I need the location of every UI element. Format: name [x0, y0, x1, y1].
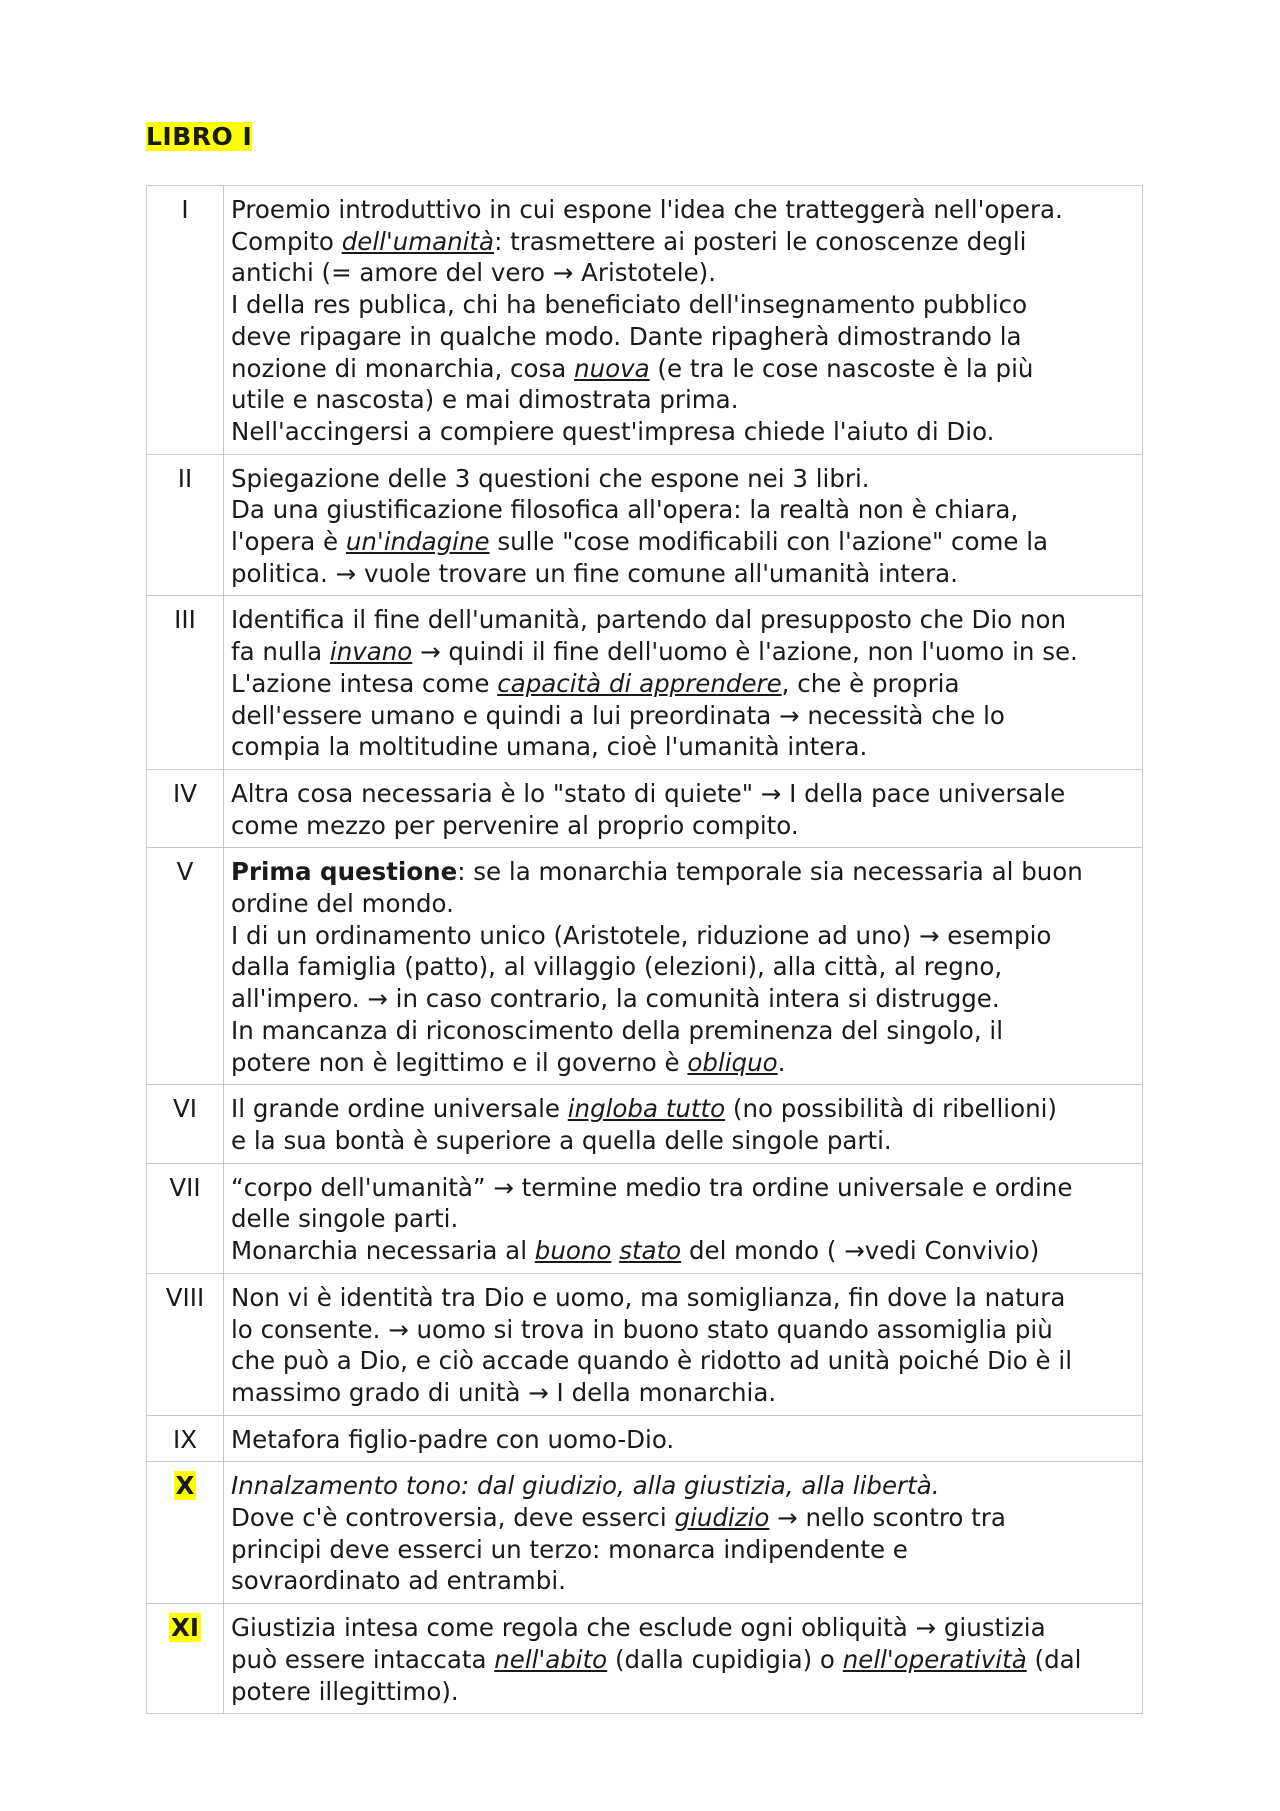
- summary-text: potere illegittimo).: [231, 1676, 459, 1706]
- summary-text: (no possibilità di ribellioni): [725, 1094, 1057, 1124]
- table-body: [147, 186, 1143, 1714]
- chapter-number-cell: [147, 1462, 224, 1604]
- summary-text: Nell'accingersi a compiere quest'impresa chiede l'aiuto di Dio.: [231, 416, 995, 446]
- summary-text: Proemio introduttivo in cui espone l'idea che tratteggerà nell'opera.: [231, 195, 1063, 224]
- chapter-summary-cell: [224, 454, 1143, 596]
- summary-line: [231, 951, 1138, 983]
- summary-line: [231, 700, 1138, 732]
- table-row: [147, 1273, 1143, 1415]
- summary-text: I della res publica, chi ha beneficiato dell'insegnamento pubblico: [231, 290, 1028, 320]
- summary-line: [231, 289, 1138, 321]
- table-row: [147, 769, 1143, 847]
- summary-text: e la sua bontà è superiore a quella delle singole parti.: [231, 1125, 892, 1155]
- summary-text: ordine del mondo.: [231, 889, 454, 919]
- summary-text: dalla famiglia (patto), al villaggio (elezioni), alla città, al regno,: [231, 952, 1003, 982]
- summary-text: fa nulla: [231, 637, 330, 667]
- chapter-number: III: [174, 605, 196, 635]
- summary-text: Altra cosa necessaria è lo "stato di quiete" → I della pace universale: [231, 778, 1066, 808]
- chapter-number: V: [176, 857, 194, 887]
- summary-text: (dalla cupidigia) o: [607, 1644, 843, 1674]
- table-row: [147, 1163, 1143, 1273]
- summary-line: [231, 257, 1138, 289]
- summary-text: politica. → vuole trovare un fine comune all'umanità intera.: [231, 558, 958, 588]
- summary-line: [231, 856, 1138, 888]
- chapter-summary-cell: [224, 848, 1143, 1085]
- summary-text: massimo grado di unità → I della monarchia.: [231, 1377, 777, 1407]
- chapter-number: X: [175, 1471, 195, 1501]
- table-row: [147, 186, 1143, 455]
- summary-line: [231, 1502, 1138, 1534]
- bold-heading: Prima questione: [231, 857, 458, 887]
- chapter-summary-cell: [224, 186, 1143, 455]
- summary-line: [231, 888, 1138, 920]
- chapter-number: XI: [170, 1613, 199, 1643]
- summary-text: → nello scontro tra: [769, 1503, 1006, 1533]
- summary-line: [231, 810, 1138, 842]
- summary-text: deve ripagare in qualche modo. Dante ripagherà dimostrando la: [231, 321, 1022, 351]
- underlined-term: un'indagine: [345, 527, 490, 557]
- table-row: [147, 454, 1143, 596]
- summary-line: [231, 1676, 1138, 1708]
- summary-text: lo consente. → uomo si trova in buono stato quando assomiglia più: [231, 1314, 1053, 1344]
- summary-text: delle singole parti.: [231, 1204, 459, 1234]
- summary-line: [231, 226, 1138, 258]
- summary-text: (e tra le cose nascoste è la più: [649, 353, 1034, 383]
- summary-line: [231, 1282, 1138, 1314]
- summary-line: [231, 731, 1138, 763]
- summary-text: l'opera è: [231, 527, 346, 557]
- summary-text: come mezzo per pervenire al proprio compito.: [231, 810, 799, 840]
- underlined-term: stato: [619, 1236, 682, 1266]
- summary-text: In mancanza di riconoscimento della preminenza del singolo, il: [231, 1015, 1004, 1045]
- summary-text: Metafora figlio-padre con uomo-Dio.: [231, 1424, 675, 1454]
- summary-text: : se la monarchia temporale sia necessaria al buon: [457, 857, 1083, 887]
- chapter-number-cell: [147, 1273, 224, 1415]
- summary-line: [231, 668, 1138, 700]
- summary-text: → quindi il fine dell'uomo è l'azione, non l'uomo in se.: [412, 637, 1078, 667]
- table-row: [147, 1085, 1143, 1163]
- title-highlight: LIBRO I: [146, 122, 253, 151]
- summary-text: Il grande ordine universale: [231, 1094, 568, 1124]
- summary-text: sulle "cose modificabili con l'azione" come la: [489, 527, 1049, 557]
- summary-line: [231, 1314, 1138, 1346]
- summary-text: , che è propria: [781, 668, 960, 698]
- chapter-summary-cell: [224, 1604, 1143, 1714]
- chapter-number-cell: [147, 186, 224, 455]
- summary-line: [231, 1534, 1138, 1566]
- summary-text: : trasmettere ai posteri le conoscenze degli: [494, 226, 1027, 256]
- chapter-number-cell: [147, 1415, 224, 1462]
- chapter-summary-cell: [224, 1415, 1143, 1462]
- summary-text: Identifica il fine dell'umanità, partendo dal presupposto che Dio non: [231, 605, 1067, 635]
- summary-line: [231, 1612, 1138, 1644]
- chapter-number-cell: [147, 1604, 224, 1714]
- summary-line: [231, 384, 1138, 416]
- summary-text: .: [777, 1047, 786, 1077]
- chapter-summary-cell: [224, 769, 1143, 847]
- summary-line: [231, 1644, 1138, 1676]
- summary-text: Giustizia intesa come regola che esclude ogni obliquità → giustizia: [231, 1613, 1046, 1643]
- chapter-number: VII: [169, 1172, 201, 1202]
- table-row: [147, 1462, 1143, 1604]
- summary-line: [231, 920, 1138, 952]
- underlined-term: nuova: [574, 353, 650, 383]
- summary-line: [231, 526, 1138, 558]
- underlined-term: dell'umanità: [341, 226, 495, 256]
- chapter-number-cell: [147, 596, 224, 770]
- underlined-term: nell'abito: [494, 1644, 608, 1674]
- summary-text: può essere intaccata: [231, 1644, 495, 1674]
- summary-line: [231, 1047, 1138, 1079]
- summary-text: nozione di monarchia, cosa: [231, 353, 575, 383]
- chapter-summary-cell: [224, 1163, 1143, 1273]
- chapter-number: IX: [172, 1424, 197, 1454]
- summary-text: utile e nascosta) e mai dimostrata prima.: [231, 385, 739, 415]
- summary-text: “corpo dell'umanità” → termine medio tra ordine universale e ordine: [231, 1172, 1073, 1202]
- chapter-summary-cell: [224, 1462, 1143, 1604]
- summary-line: [231, 1172, 1138, 1204]
- document-title: [146, 122, 252, 152]
- summary-text: sovraordinato ad entrambi.: [231, 1566, 566, 1596]
- table-row: [147, 848, 1143, 1085]
- summary-line: [231, 194, 1138, 226]
- chapter-number-cell: [147, 1085, 224, 1163]
- summary-text: principi deve esserci un terzo: monarca indipendente e: [231, 1534, 908, 1564]
- summary-line: [231, 1377, 1138, 1409]
- chapter-number: I: [181, 195, 189, 224]
- summary-text: compia la moltitudine umana, cioè l'umanità intera.: [231, 732, 868, 762]
- summary-text: Dove c'è controversia, deve esserci: [231, 1503, 675, 1533]
- summary-line: [231, 1565, 1138, 1597]
- summary-text: che può a Dio, e ciò accade quando è ridotto ad unità poiché Dio è il: [231, 1346, 1073, 1376]
- chapter-number-cell: [147, 1163, 224, 1273]
- summary-line: [231, 1470, 1138, 1502]
- summary-text: I di un ordinamento unico (Aristotele, riduzione ad uno) → esempio: [231, 920, 1052, 950]
- summary-line: [231, 321, 1138, 353]
- summary-text: L'azione intesa come: [231, 668, 498, 698]
- italic-text: Innalzamento tono: dal giudizio, alla giustizia, alla libertà.: [231, 1471, 940, 1501]
- summary-line: [231, 1125, 1138, 1157]
- chapter-summary-cell: [224, 1273, 1143, 1415]
- summary-text: potere non è legittimo e il governo è: [231, 1047, 688, 1077]
- summary-text: Monarchia necessaria al: [231, 1236, 535, 1266]
- summary-text: all'impero. → in caso contrario, la comunità intera si distrugge.: [231, 984, 1000, 1014]
- summary-text: del mondo ( →vedi Convivio): [681, 1236, 1040, 1266]
- underlined-term: buono: [534, 1236, 612, 1266]
- table-row: [147, 1604, 1143, 1714]
- underlined-term: nell'operatività: [842, 1644, 1027, 1674]
- chapter-number: II: [177, 463, 193, 493]
- summary-line: [231, 1424, 1138, 1456]
- summary-text: (dal: [1026, 1644, 1082, 1674]
- summary-line: [231, 416, 1138, 448]
- summary-line: [231, 558, 1138, 590]
- summary-text: dell'essere umano e quindi a lui preordinata → necessità che lo: [231, 700, 1005, 730]
- underlined-term: giudizio: [674, 1503, 770, 1533]
- summary-text: Compito: [231, 226, 342, 256]
- table-row: [147, 596, 1143, 770]
- chapter-number-cell: [147, 454, 224, 596]
- summary-line: [231, 353, 1138, 385]
- underlined-term: obliquo: [687, 1047, 778, 1077]
- summary-text: antichi (= amore del vero → Aristotele).: [231, 258, 717, 288]
- summary-line: [231, 778, 1138, 810]
- chapter-summary-cell: [224, 596, 1143, 770]
- summary-line: [231, 1093, 1138, 1125]
- chapter-number-cell: [147, 848, 224, 1085]
- underlined-term: invano: [329, 637, 413, 667]
- summary-text: Spiegazione delle 3 questioni che espone nei 3 libri.: [231, 463, 870, 493]
- summary-line: [231, 604, 1138, 636]
- chapter-number: VIII: [165, 1282, 205, 1312]
- summary-line: [231, 1203, 1138, 1235]
- table-row: [147, 1415, 1143, 1462]
- summary-line: [231, 1345, 1138, 1377]
- summary-line: [231, 463, 1138, 495]
- summary-line: [231, 1235, 1138, 1267]
- chapter-number-cell: [147, 769, 224, 847]
- summary-line: [231, 636, 1138, 668]
- summary-text: Non vi è identità tra Dio e uomo, ma somiglianza, fin dove la natura: [231, 1282, 1066, 1312]
- chapter-summary-table: [146, 185, 1143, 1714]
- underlined-term: ingloba tutto: [567, 1094, 726, 1124]
- summary-line: [231, 983, 1138, 1015]
- summary-text: Da una giustificazione filosofica all'opera: la realtà non è chiara,: [231, 495, 1019, 525]
- chapter-summary-cell: [224, 1085, 1143, 1163]
- underlined-term: capacità di apprendere: [497, 668, 782, 698]
- summary-line: [231, 1015, 1138, 1047]
- chapter-number: VI: [173, 1094, 197, 1124]
- chapter-number: IV: [173, 778, 197, 808]
- summary-line: [231, 494, 1138, 526]
